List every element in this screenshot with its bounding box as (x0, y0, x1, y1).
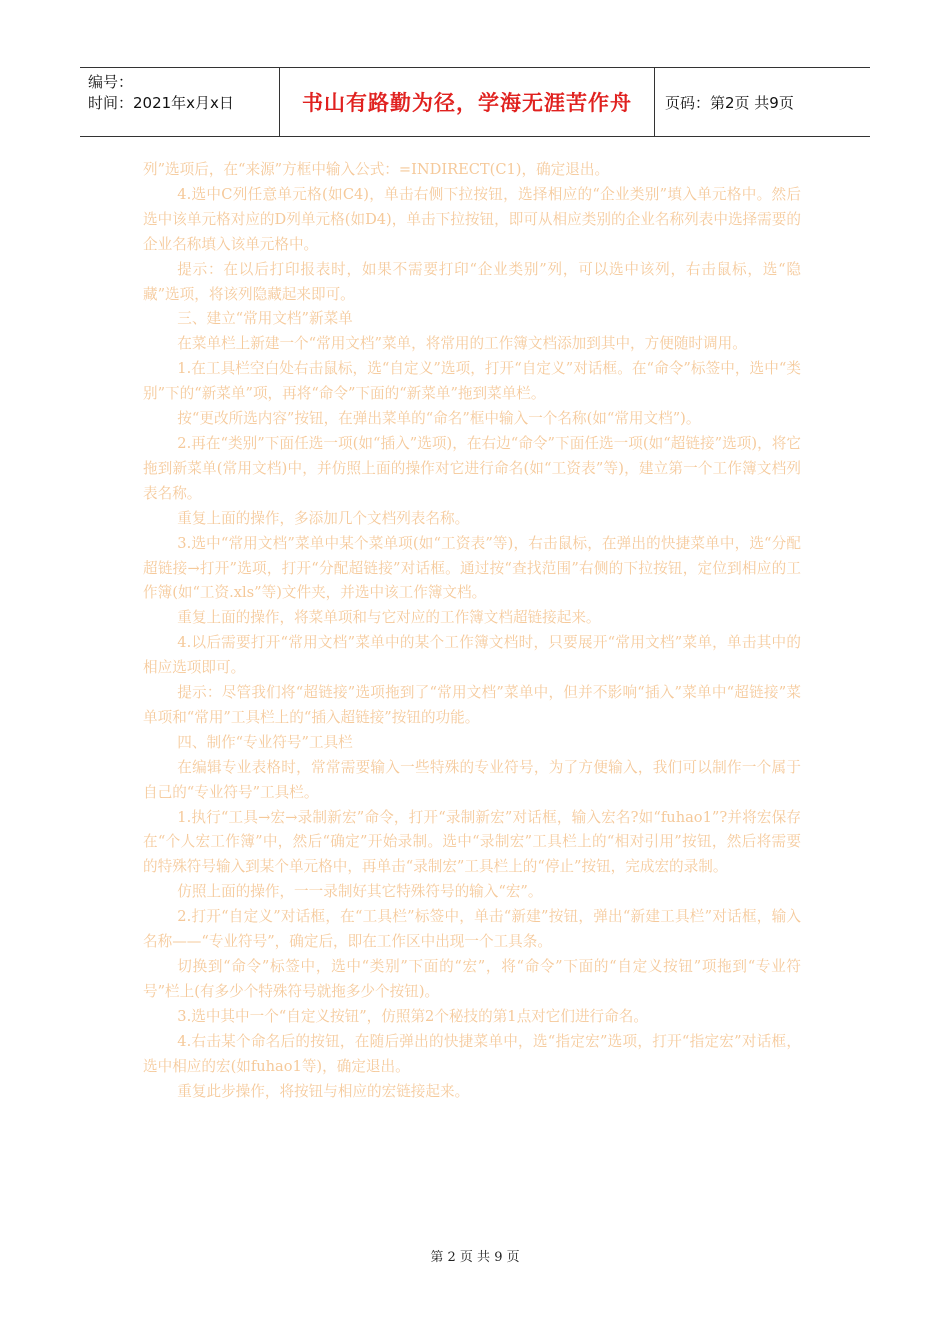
body-paragraph: 按“更改所选内容”按钮，在弹出菜单的“命名”框中输入一个名称(如“常用文档”)。 (177, 410, 701, 428)
document-body (143, 158, 801, 1104)
body-paragraph: 提示：尽管我们将“超链接”选项拖到了“常用文档”菜单中，但并不影响“插入”菜单中“超链接”菜单项和“常用”工具栏上的“插入超链接”按钮的功能。 (143, 684, 801, 726)
header-slogan: 书山有路勤为径，学海无涯苦作舟 (280, 68, 655, 136)
document-number-label: 编号： (88, 73, 134, 91)
body-paragraph: 3.选中其中一个“自定义按钮”，仿照第2个秘技的第1点对它们进行命名。 (177, 1007, 648, 1025)
body-paragraph: 4.以后需要打开“常用文档”菜单中的某个工作簿文档时，只要展开“常用文档”菜单，单击其中的相应选项即可。 (143, 634, 801, 677)
header-page-number: 页码：第2页 共9页 (665, 93, 794, 112)
body-paragraph: 提示：在以后打印报表时，如果不需要打印“企业类别”列，可以选中该列，右击鼠标，选“隐藏”选项，将该列隐藏起来即可。 (143, 260, 801, 303)
body-paragraph: 3.选中“常用文档”菜单中某个菜单项(如“工资表”等)，右击鼠标，在弹出的快捷菜单中，选“分配超链接→打开”选项，打开“分配超链接”对话框。通过按“查找范围”右侧的下拉按钮，定位到相应的工作簿(如“工资.xls”等)文件夹，并选中该工作簿文档。 (143, 534, 801, 602)
body-paragraph: 在编辑专业表格时，常常需要输入一些特殊的专业符号，为了方便输入，我们可以制作一个属于自己的“专业符号”工具栏。 (143, 758, 801, 801)
body-paragraph: 4.右击某个命名后的按钮，在随后弹出的快捷菜单中，选“指定宏”选项，打开“指定宏”对话框，选中相应的宏(如fuhao1等)，确定退出。 (143, 1032, 801, 1075)
body-paragraph: 三、建立“常用文档”新菜单 (177, 310, 353, 328)
body-paragraph: 切换到“命令”标签中，选中“类别”下面的“宏”，将“命令”下面的“自定义按钮”项拖到“专业符号”栏上(有多少个特殊符号就拖多少个按钮)。 (143, 958, 801, 1000)
body-paragraph: 四、制作“专业符号”工具栏 (177, 733, 353, 751)
body-paragraph: 仿照上面的操作，一一录制好其它特殊符号的输入“宏”。 (177, 883, 543, 901)
body-paragraph: 重复上面的操作，将菜单项和与它对应的工作簿文档超链接起来。 (177, 609, 601, 627)
page-footer: 第 2 页 共 9 页 (430, 1250, 520, 1265)
document-time-label: 时间：2021年x月x日 (88, 94, 234, 112)
body-paragraph: 1.在工具栏空白处右击鼠标，选“自定义”选项，打开“自定义”对话框。在“命令”标签中，选中“类别”下的“新菜单”项，再将“命令”下面的“新菜单”拖到菜单栏。 (143, 360, 801, 403)
body-paragraph: 重复此步操作，将按钮与相应的宏链接起来。 (177, 1082, 470, 1100)
header-meta (80, 68, 280, 136)
body-paragraph: 重复上面的操作，多添加几个文档列表名称。 (177, 509, 470, 527)
body-paragraph: 2.打开“自定义”对话框，在“工具栏”标签中，单击“新建”按钮，弹出“新建工具栏”对话框，输入名称——“专业符号”，确定后，即在工作区中出现一个工具条。 (143, 908, 801, 951)
page-header (80, 67, 870, 137)
body-paragraph: 在菜单栏上新建一个“常用文档”菜单，将常用的工作簿文档添加到其中，方便随时调用。 (177, 335, 747, 353)
body-paragraph: 列”选项后，在“来源”方框中输入公式：=INDIRECT(C1)，确定退出。 (143, 161, 610, 178)
body-paragraph: 4.选中C列任意单元格(如C4)，单击右侧下拉按钮，选择相应的“企业类别”填入单元格中。然后选中该单元格对应的D列单元格(如D4)，单击下拉按钮，即可从相应类别的企业名称列表中选择需要的企业名称填入该单元格中。 (143, 185, 801, 253)
body-paragraph: 2.再在“类别”下面任选一项(如“插入”选项)，在右边“命令”下面任选一项(如“超链接”选项)，将它拖到新菜单(常用文档)中，并仿照上面的操作对它进行命名(如“工资表”等)，建立第一个工作簿文档列表名称。 (143, 434, 801, 502)
body-paragraph: 1.执行“工具→宏→录制新宏”命令，打开“录制新宏”对话框，输入宏名?如“fuhao1”?并将宏保存在“个人宏工作簿”中，然后“确定”开始录制。选中“录制宏”工具栏上的“相对引用”按钮，然后将需要的特殊符号输入到某个单元格中，再单击“录制宏”工具栏上的“停止”按钮，完成宏的录制。 (143, 808, 801, 876)
